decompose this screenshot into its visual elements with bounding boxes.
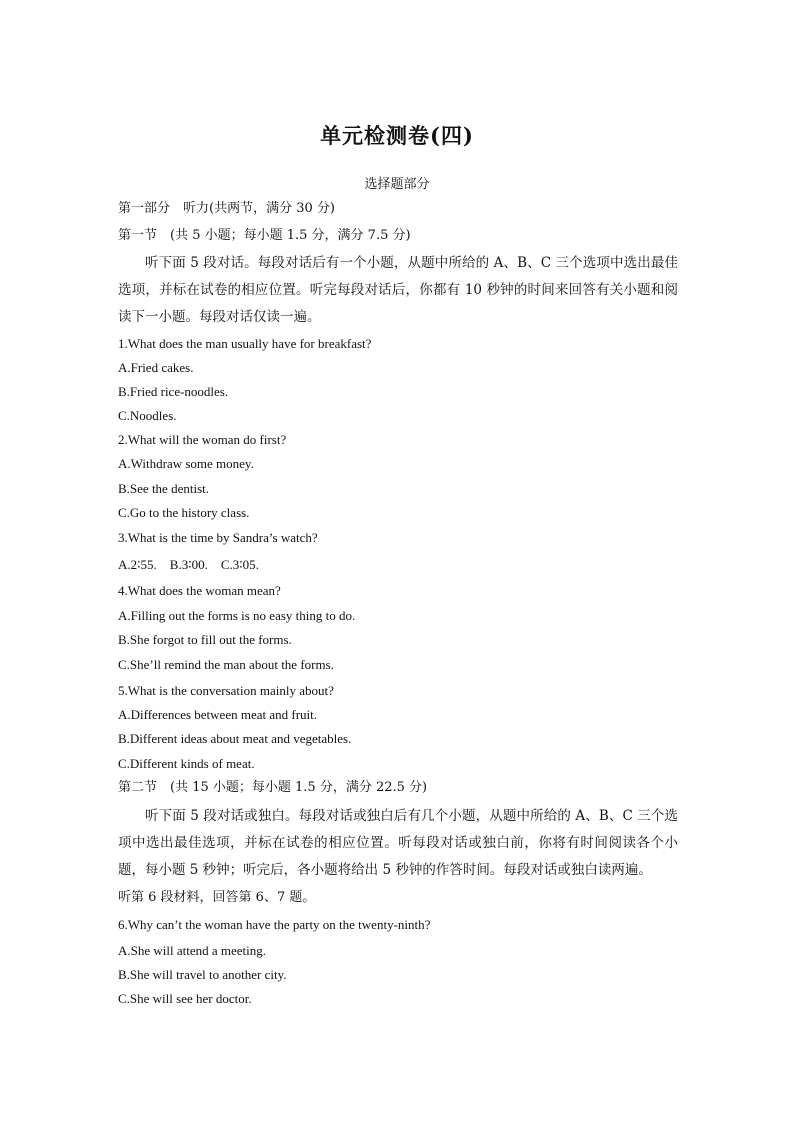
- question-2: 2.What will the woman do first?: [118, 432, 287, 447]
- document-title: 单元检测卷(四): [320, 123, 474, 148]
- section2-instructions: 听下面 5 段对话或独白。每段对话或独白后有几个小题，从题中所给的 A、B、C 三个选项中选出最佳选项，并标在试卷的相应位置。听每段对话或独白前，你将有时间阅读各个小题，每小题 5 秒钟；听完后，各小题将给出 5 秒钟的作答时间。每段对话或独白读两遍。: [118, 808, 678, 878]
- option-1c: C.Noodles.: [118, 408, 177, 423]
- option-1b: B.Fried rice-noodles.: [118, 384, 229, 399]
- option-4b: B.She forgot to fill out the forms.: [118, 632, 292, 647]
- option-2c: C.Go to the history class.: [118, 505, 250, 520]
- question-4: 4.What does the woman mean?: [118, 583, 281, 598]
- options-3: A.2∶55. B.3∶00. C.3∶05.: [118, 557, 259, 572]
- option-4c: C.She’ll remind the man about the forms.: [118, 657, 334, 672]
- option-6a: A.She will attend a meeting.: [118, 943, 267, 958]
- option-2b: B.See the dentist.: [118, 481, 209, 496]
- section1-instructions: 听下面 5 段对话。每段对话后有一个小题，从题中所给的 A、B、C 三个选项中选出最佳选项，并标在试卷的相应位置。听完每段对话后，你都有 10 秒钟的时间来回答有关小题和阅读下一小题。每段对话仅读一遍。: [118, 255, 678, 325]
- option-6c: C.She will see her doctor.: [118, 991, 252, 1006]
- question-5: 5.What is the conversation mainly about?: [118, 683, 334, 698]
- section2-heading: 第二节 (共 15 小题；每小题 1.5 分，满分 22.5 分): [118, 780, 428, 795]
- option-5a: A.Differences between meat and fruit.: [118, 707, 318, 722]
- option-5b: B.Different ideas about meat and vegetables.: [118, 731, 352, 746]
- material-note: 听第 6 段材料，回答第 6、7 题。: [118, 890, 316, 905]
- option-5c: C.Different kinds of meat.: [118, 756, 255, 771]
- document-subtitle: 选择题部分: [364, 177, 430, 192]
- part1-heading: 第一部分 听力(共两节，满分 30 分): [118, 201, 335, 216]
- option-1a: A.Fried cakes.: [118, 360, 194, 375]
- option-6b: B.She will travel to another city.: [118, 967, 287, 982]
- section1-heading: 第一节 (共 5 小题；每小题 1.5 分，满分 7.5 分): [118, 228, 411, 243]
- option-4a: A.Filling out the forms is no easy thing to do.: [118, 608, 356, 623]
- option-2a: A.Withdraw some money.: [118, 456, 254, 471]
- question-1: 1.What does the man usually have for breakfast?: [118, 336, 372, 351]
- question-3: 3.What is the time by Sandra’s watch?: [118, 530, 318, 545]
- question-6: 6.Why can’t the woman have the party on the twenty-ninth?: [118, 917, 431, 932]
